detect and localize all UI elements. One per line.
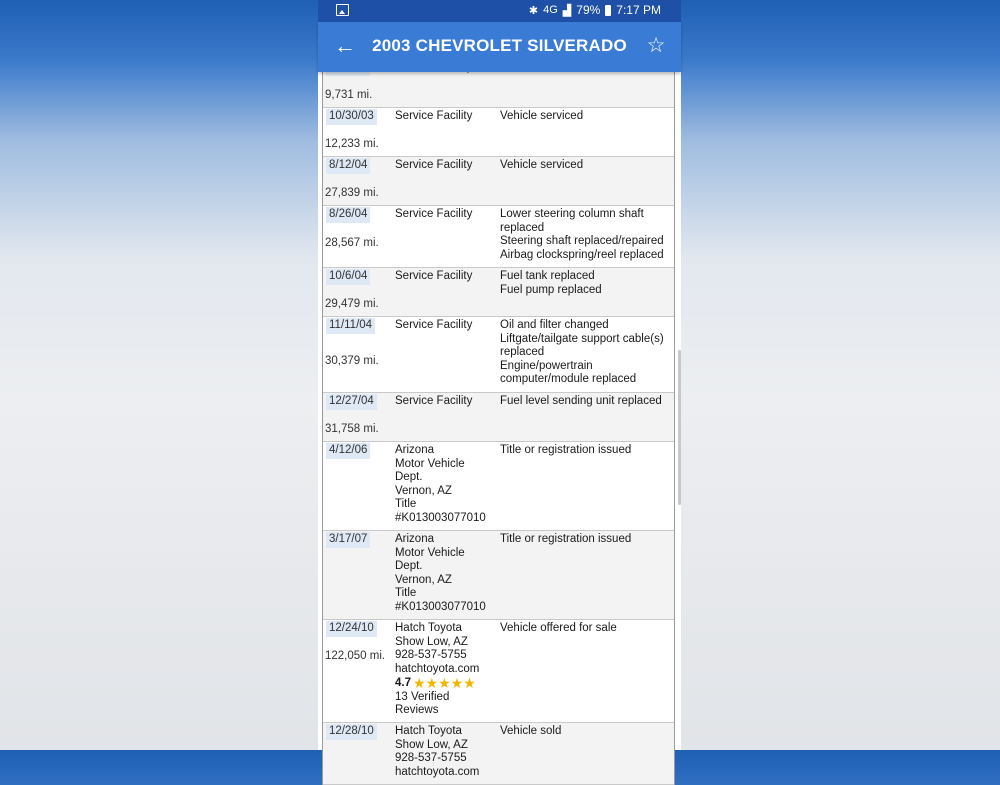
table-row[interactable] xyxy=(323,620,674,723)
rating-value: 4.7 xyxy=(395,677,411,689)
detail-line: Title or registration issued xyxy=(500,533,632,545)
source-line: Vernon, AZ xyxy=(395,484,452,497)
record-details xyxy=(500,270,672,297)
record-date: 10/30/03 xyxy=(326,109,377,125)
signal-icon: ▟ xyxy=(562,4,572,17)
source-line: Motor Vehicle xyxy=(395,457,465,470)
source-line: Vernon, AZ xyxy=(395,573,452,586)
source-line: Motor Vehicle xyxy=(395,546,465,559)
source-line: Show Low, AZ xyxy=(395,635,468,648)
history-table xyxy=(322,59,675,785)
star-rating-icon: ★★★★★ xyxy=(413,675,476,691)
source-line: Show Low, AZ xyxy=(395,738,468,751)
record-details xyxy=(500,319,672,387)
record-details xyxy=(500,159,672,173)
background-blur-left xyxy=(0,0,318,750)
detail-line: Vehicle offered for sale xyxy=(500,622,617,634)
record-source xyxy=(395,159,495,173)
table-row[interactable] xyxy=(323,393,674,442)
history-content[interactable] xyxy=(318,72,681,778)
record-source xyxy=(395,319,495,333)
record-mileage: 122,050 mi. xyxy=(325,650,386,662)
record-mileage: 31,758 mi. xyxy=(325,423,379,435)
battery-icon xyxy=(605,5,611,16)
detail-line: Engine/powertrain xyxy=(500,359,593,372)
source-line: Hatch Toyota xyxy=(395,725,462,737)
detail-line: Title or registration issued xyxy=(500,444,632,456)
detail-line: Fuel pump replaced xyxy=(500,283,602,296)
detail-line: Vehicle serviced xyxy=(500,159,584,171)
record-mileage: 30,379 mi. xyxy=(325,355,379,367)
source-line: Dept. xyxy=(395,471,423,483)
table-row[interactable] xyxy=(323,108,674,157)
gallery-notification-icon xyxy=(336,4,349,16)
record-mileage: 9,731 mi. xyxy=(325,89,373,101)
detail-line: Steering shaft replaced/repaired xyxy=(500,235,664,247)
scrollbar-thumb[interactable] xyxy=(678,350,681,505)
record-source xyxy=(395,444,495,525)
record-mileage: 12,233 mi. xyxy=(325,138,379,150)
source-line: Service Facility xyxy=(395,395,473,407)
record-details xyxy=(500,533,672,547)
record-date: 12/28/10 xyxy=(326,724,377,740)
detail-line: Oil and filter changed xyxy=(500,319,609,331)
table-row[interactable] xyxy=(323,531,674,620)
source-line: Service Facility xyxy=(395,110,473,122)
detail-line: Liftgate/tailgate support cable(s) xyxy=(500,332,664,345)
record-details xyxy=(500,725,672,739)
detail-line: Fuel tank replaced xyxy=(500,270,595,282)
detail-line: Lower steering column shaft xyxy=(500,208,644,220)
source-line: Service Facility xyxy=(395,208,473,220)
record-date: 10/6/04 xyxy=(326,269,370,285)
record-details xyxy=(500,395,672,409)
detail-line: Vehicle serviced xyxy=(500,110,584,122)
table-row[interactable] xyxy=(323,723,674,785)
table-row[interactable] xyxy=(323,206,674,268)
table-row[interactable] xyxy=(323,317,674,393)
detail-line: replaced xyxy=(500,221,545,234)
record-mileage: 27,839 mi. xyxy=(325,187,379,199)
record-details xyxy=(500,110,672,124)
record-source xyxy=(395,270,495,284)
record-date: 4/12/06 xyxy=(326,443,370,459)
record-source xyxy=(395,208,495,222)
source-line: hatchtoyota.com xyxy=(395,765,480,778)
record-details xyxy=(500,444,672,458)
record-mileage: 29,479 mi. xyxy=(325,298,379,310)
record-source xyxy=(395,622,495,718)
source-line: Service Facility xyxy=(395,270,473,282)
source-line: hatchtoyota.com xyxy=(395,662,480,675)
status-bar xyxy=(318,0,681,22)
detail-line: Vehicle sold xyxy=(500,725,562,737)
source-line: 928-537-5755 xyxy=(395,649,467,661)
source-line: Service Facility xyxy=(395,319,473,331)
source-line: 928-537-5755 xyxy=(395,752,467,764)
source-line: Service Facility xyxy=(395,159,473,171)
source-line: #K013003077010 xyxy=(395,600,486,613)
record-date: 3/17/07 xyxy=(326,532,370,548)
record-mileage: 28,567 mi. xyxy=(325,237,379,249)
network-label: 4G xyxy=(543,4,558,16)
source-line: Dept. xyxy=(395,560,423,572)
detail-line: replaced xyxy=(500,346,545,358)
reviews-line[interactable]: Reviews xyxy=(395,704,439,716)
bluetooth-icon: ✱ xyxy=(528,4,539,17)
favorite-star-icon[interactable]: ☆ xyxy=(646,34,666,57)
table-row[interactable] xyxy=(323,442,674,531)
record-date: 12/24/10 xyxy=(326,621,377,637)
record-date: 11/11/04 xyxy=(326,318,375,334)
battery-percent: 79% xyxy=(576,3,601,17)
source-line: Arizona xyxy=(395,533,434,545)
detail-line: Airbag clockspring/reel replaced xyxy=(500,248,664,261)
table-row[interactable] xyxy=(323,268,674,317)
record-date: 12/27/04 xyxy=(326,394,377,410)
record-source xyxy=(395,395,495,409)
record-details xyxy=(500,208,672,262)
record-details xyxy=(500,622,672,636)
source-line: Title xyxy=(395,587,417,599)
record-source xyxy=(395,533,495,614)
source-line: Title xyxy=(395,498,417,510)
dealer-rating[interactable] xyxy=(395,677,495,691)
record-source xyxy=(395,110,495,124)
detail-line: Fuel level sending unit replaced xyxy=(500,395,662,407)
source-line: #K013003077010 xyxy=(395,511,486,524)
page-title: 2003 CHEVROLET SILVERADO xyxy=(372,36,627,55)
app-bar xyxy=(318,22,681,72)
source-line: Arizona xyxy=(395,444,434,456)
record-date: 8/12/04 xyxy=(326,158,370,174)
source-line: Hatch Toyota xyxy=(395,622,462,634)
reviews-line[interactable]: 13 Verified xyxy=(395,690,450,703)
background-blur-right xyxy=(680,0,1000,750)
record-source xyxy=(395,725,495,779)
phone-screen xyxy=(318,0,681,778)
back-arrow-icon[interactable]: ← xyxy=(334,33,356,58)
table-row[interactable] xyxy=(323,157,674,206)
record-date: 8/26/04 xyxy=(326,207,370,223)
clock: 7:17 PM xyxy=(616,3,661,17)
detail-line: computer/module replaced xyxy=(500,373,637,385)
